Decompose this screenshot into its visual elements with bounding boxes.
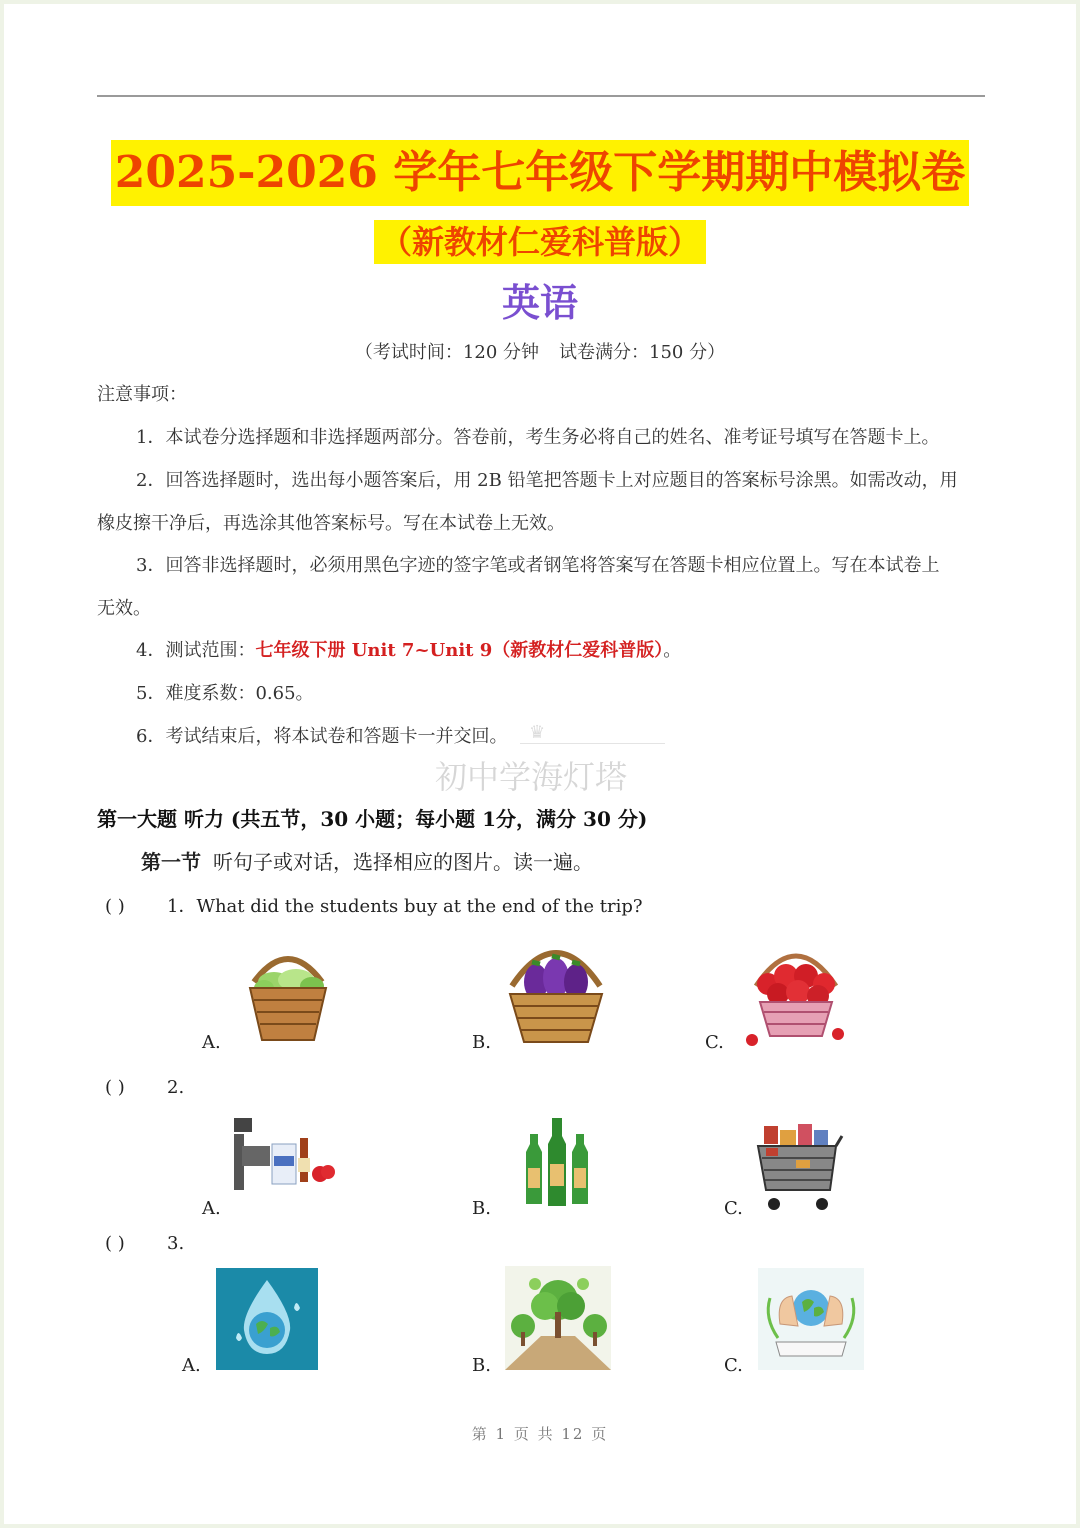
- exam-title: [0, 140, 1080, 206]
- eco-friendly-trees-image[interactable]: [505, 1266, 611, 1370]
- notice-heading: 注意事项：: [97, 384, 187, 405]
- exam-full-score: 试卷满分：150 分）: [559, 342, 726, 363]
- notice-item-3-cont: 无效。: [97, 598, 151, 619]
- full-shopping-cart-image[interactable]: [756, 1120, 844, 1214]
- edition-subtitle: [0, 220, 1080, 264]
- part-1-text: 听句子或对话，选择相应的图片。读一遍。: [213, 850, 593, 874]
- question-2-text: 2.: [167, 1077, 185, 1098]
- question-1: [105, 892, 643, 918]
- three-green-bottles-image[interactable]: [520, 1114, 594, 1208]
- question-1-text: 1．What did the students buy at the end of the trip?: [167, 896, 643, 917]
- notice-item-4: [136, 636, 681, 662]
- notice-item-2-cont: 橡皮擦干净后，再选涂其他答案标号。写在本试卷上无效。: [97, 513, 565, 534]
- basket-of-lettuce-image[interactable]: [244, 944, 332, 1046]
- exam-info: [0, 338, 1080, 364]
- subject-title: 英语: [501, 280, 578, 325]
- question-3-option-c[interactable]: C.: [724, 1355, 743, 1376]
- question-2-option-b[interactable]: B.: [472, 1198, 491, 1219]
- question-1-option-c[interactable]: C.: [705, 1032, 724, 1053]
- part-1-label: 第一节: [141, 850, 201, 874]
- notice-item-5: 5．难度系数：0.65。: [136, 683, 314, 704]
- question-1-option-b[interactable]: B.: [472, 1032, 491, 1053]
- notice-item-4-suffix: 。: [663, 640, 682, 661]
- header-rule: [97, 95, 985, 97]
- question-2: [105, 1077, 184, 1098]
- notice-item-4-prefix: 4．测试范围：: [136, 640, 256, 661]
- exam-time: （考试时间：120 分钟: [354, 342, 539, 363]
- page-footer: 第 1 页 共 12 页: [471, 1425, 609, 1443]
- question-3-option-a[interactable]: A.: [182, 1355, 201, 1376]
- basket-of-strawberries-image[interactable]: [740, 936, 852, 1046]
- question-3-text: 3.: [167, 1233, 185, 1254]
- cash-register-groceries-image[interactable]: [232, 1114, 336, 1192]
- question-1-option-a[interactable]: A.: [202, 1032, 221, 1053]
- earth-day-hands-image[interactable]: [758, 1268, 864, 1370]
- section-1-title: 第一大题 听力 (共五节，30 小题；每小题 1分，满分 30 分): [97, 807, 648, 831]
- question-2-option-c[interactable]: C.: [724, 1198, 743, 1219]
- edition-subtitle-text: （新教材仁爱科普版）: [374, 220, 706, 264]
- question-2-option-a[interactable]: A.: [202, 1198, 221, 1219]
- basket-of-eggplants-image[interactable]: [504, 934, 608, 1046]
- water-drop-earth-image[interactable]: [216, 1268, 318, 1370]
- answer-blank[interactable]: ( ): [105, 896, 125, 917]
- notice-item-6: 6．考试结束后，将本试卷和答题卡一并交回。: [136, 726, 508, 747]
- watermark-line: [520, 743, 665, 744]
- part-1-instruction: [141, 846, 593, 875]
- answer-blank[interactable]: ( ): [105, 1077, 125, 1098]
- notice-item-2: 2．回答选择题时，选出每小题答案后，用 2B 铅笔把答题卡上对应题目的答案标号涂黑。如需改动，用: [136, 470, 958, 491]
- notice-item-1: 1．本试卷分选择题和非选择题两部分。答卷前，考生务必将自己的姓名、准考证号填写在答题卡上。: [136, 427, 940, 448]
- answer-blank[interactable]: ( ): [105, 1233, 125, 1254]
- exam-title-text: 2025-2026 学年七年级下学期期中模拟卷: [111, 140, 970, 206]
- test-scope: 七年级下册 Unit 7~Unit 9（新教材仁爱科普版）: [255, 640, 664, 661]
- notice-item-3: 3．回答非选择题时，必须用黑色字迹的签字笔或者钢笔将答案写在答题卡相应位置上。写在本试卷上: [136, 555, 940, 576]
- watermark: 初中学海灯塔: [435, 758, 628, 796]
- crown-icon: ♛: [529, 722, 546, 743]
- question-3-option-b[interactable]: B.: [472, 1355, 491, 1376]
- question-3: [105, 1233, 184, 1254]
